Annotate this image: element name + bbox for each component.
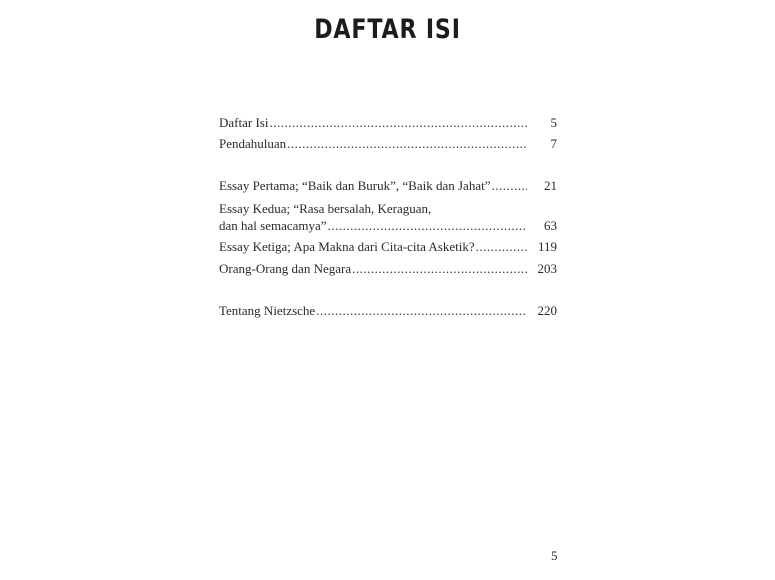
dot-leader: [352, 261, 527, 277]
dot-leader: [316, 303, 527, 319]
toc-entry-essay-pertama[interactable]: [219, 178, 557, 194]
toc-entry-page: 203: [537, 261, 557, 276]
toc-entry-page: 21: [544, 178, 557, 193]
toc-entry-page: 5: [550, 115, 557, 130]
toc-entry-page: 63: [544, 218, 557, 233]
toc-entry-page: 119: [537, 239, 557, 254]
toc-entry-label: Pendahuluan: [219, 136, 287, 151]
toc-entry-label: Orang-Orang dan Negara: [219, 261, 352, 276]
toc-entry-label: Daftar Isi: [219, 115, 269, 130]
dot-leader: [476, 239, 527, 255]
toc-entry-label: Tentang Nietzsche: [219, 303, 316, 318]
toc-entry-label: Essay Ketiga; Apa Makna dari Cita-cita Asketik?: [219, 239, 475, 254]
toc-entry-label: Essay Pertama; “Baik dan Buruk”, “Baik dan Jahat”: [219, 178, 491, 193]
page-number: 5: [551, 548, 558, 563]
toc-entry-page: 220: [537, 303, 557, 318]
toc-entry-essay-ketiga[interactable]: [219, 239, 557, 255]
toc-entry-label: dan hal semacamya”: [219, 218, 327, 233]
toc-entry-page: 7: [550, 136, 557, 151]
page-title: DAFTAR ISI: [314, 14, 461, 45]
toc-entry-pendahuluan[interactable]: [219, 136, 557, 152]
dot-leader: [328, 218, 527, 234]
dot-leader: [269, 115, 527, 131]
dot-leader: [287, 136, 527, 152]
toc-entry-daftar-isi[interactable]: [219, 115, 557, 131]
dot-leader: [491, 178, 527, 194]
toc-entry-tentang-nietzsche[interactable]: [219, 303, 557, 319]
toc-entry-essay-kedua[interactable]: [219, 218, 557, 234]
toc-entry-orang-orang[interactable]: [219, 261, 557, 277]
toc-entry-label-line1: Essay Kedua; “Rasa bersalah, Keraguan,: [219, 201, 432, 216]
